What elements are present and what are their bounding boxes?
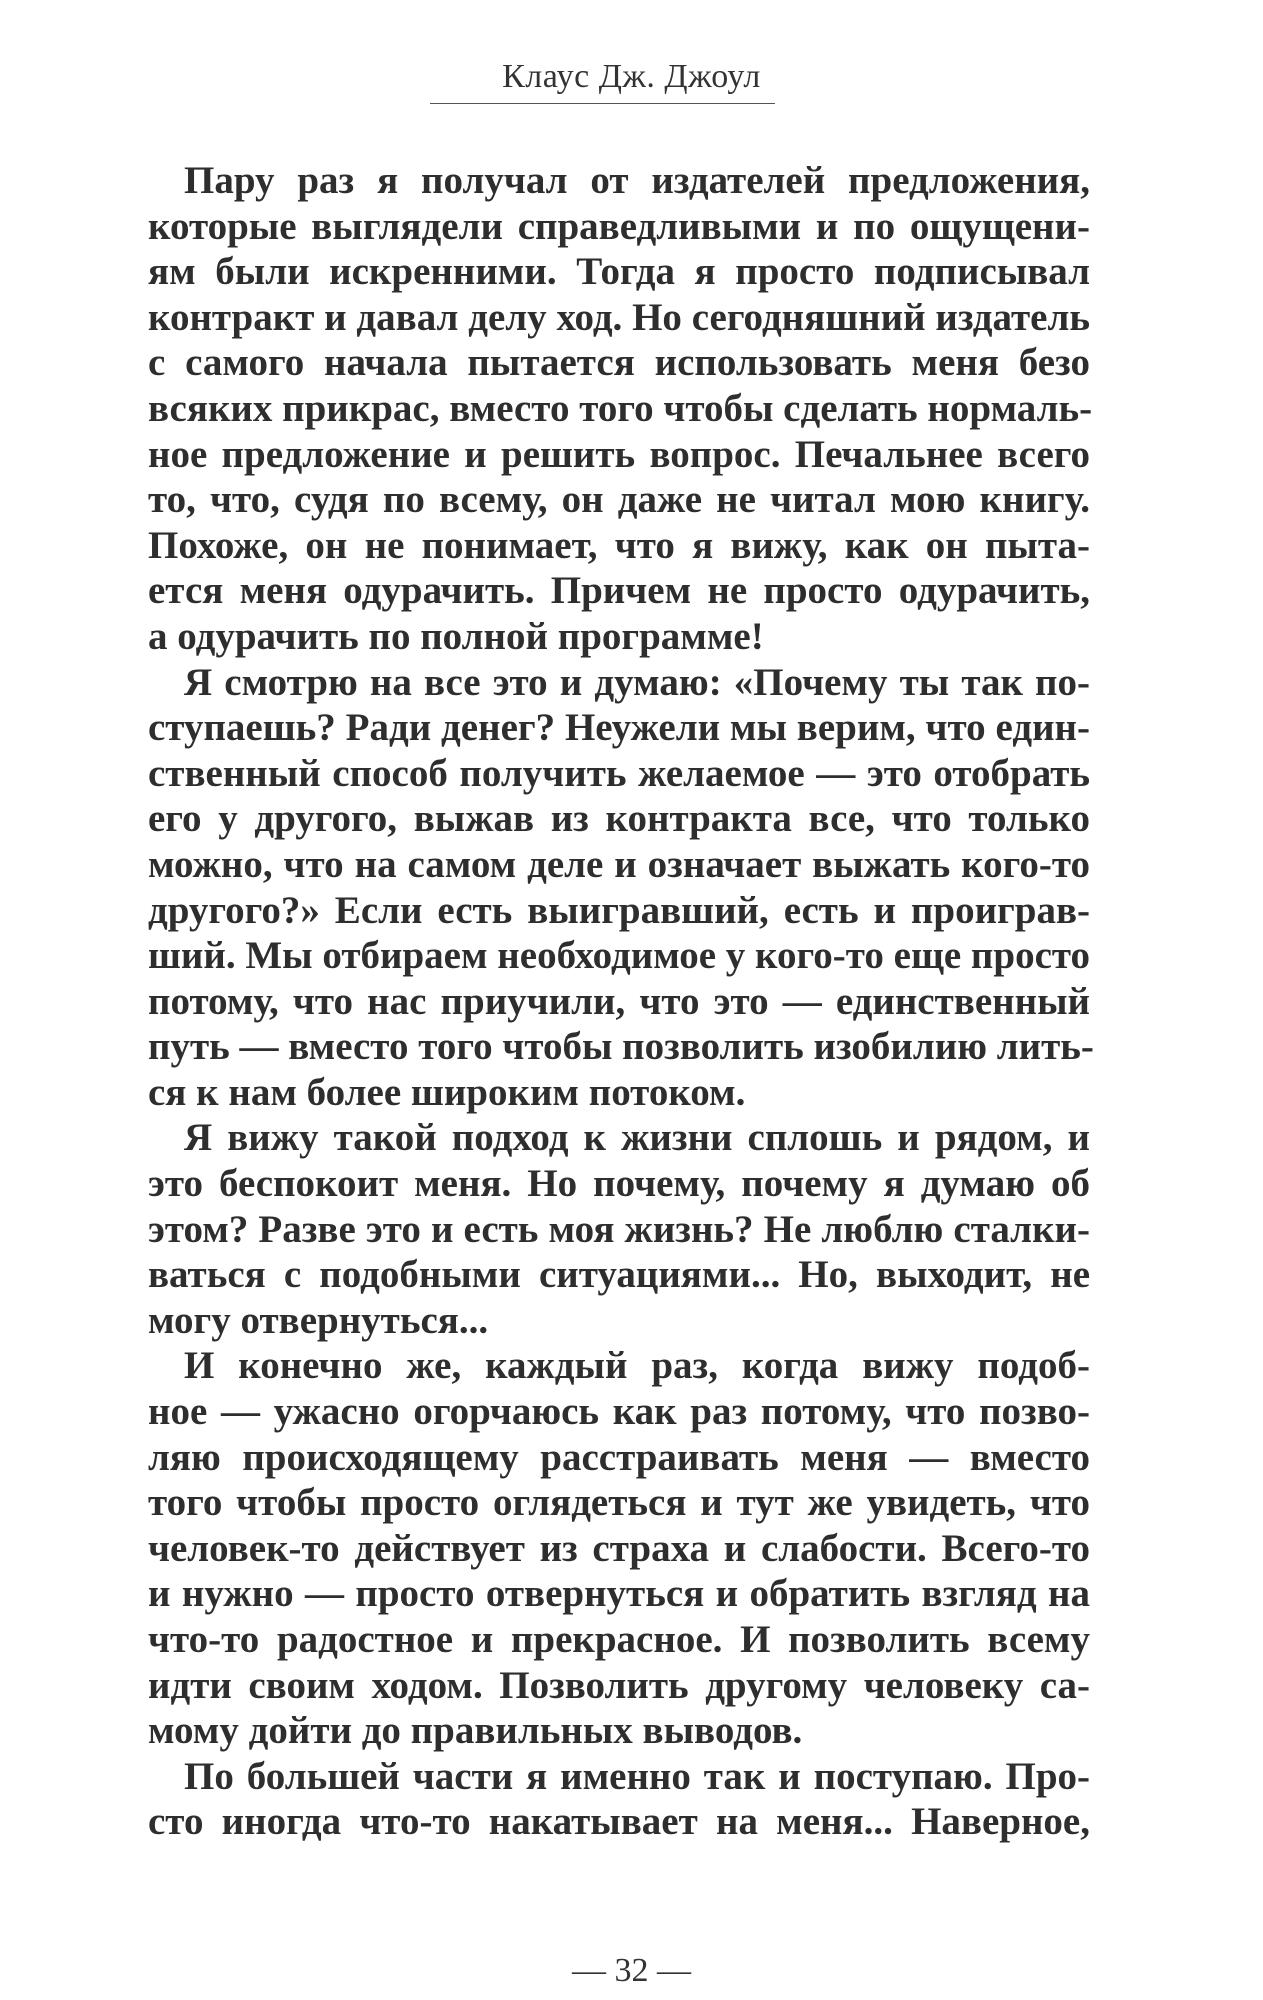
- text-line: другого?» Если есть выигравший, есть и проиграв-: [148, 888, 1090, 932]
- text-line: Я смотрю на все это и думаю: «Почему ты так по-: [184, 660, 1090, 704]
- text-line: Похоже, он не понимает, что я вижу, как он пыта-: [148, 523, 1090, 567]
- paragraph-5: [148, 1754, 1090, 1845]
- text-line: контракт и давал делу ход. Но сегодняшний издатель: [148, 295, 1090, 339]
- text-line: можно, что на самом деле и означает выжать кого-то: [148, 842, 1090, 886]
- text-line: этом? Разве это и есть моя жизнь? Не люблю сталки-: [148, 1207, 1090, 1251]
- running-head: Клаус Дж. Джоул: [502, 58, 761, 95]
- text-line: ное предложение и решить вопрос. Печальнее всего: [148, 432, 1090, 476]
- text-line: ственный способ получить желаемое — это отобрать: [148, 751, 1090, 795]
- text-line: потому, что нас приучили, что это — единственный: [148, 979, 1090, 1023]
- text-line: ший. Мы отбираем необходимое у кого-то еще просто: [148, 934, 1091, 978]
- text-line: путь — вместо того чтобы позволить изобилию лить-: [148, 1025, 1094, 1069]
- text-line: идти своим ходом. Позволить другому человеку са-: [148, 1663, 1090, 1707]
- text-line: всяких прикрас, вместо того чтобы сделать нормаль-: [148, 386, 1093, 430]
- text-line: это беспокоит меня. Но почему, почему я думаю об: [148, 1162, 1090, 1206]
- paragraph-3: [148, 1115, 1090, 1343]
- text-line: могу отвернуться...: [148, 1298, 489, 1342]
- text-line: и нужно — просто отвернуться и обратить взгляд на: [148, 1572, 1090, 1616]
- text-line: ся к нам более широким потоком.: [148, 1070, 746, 1114]
- paragraph-2: [148, 660, 1094, 1116]
- page-number: — 32 —: [572, 1952, 691, 1989]
- text-line: ное — ужасно огорчаюсь как раз потому, что позво-: [148, 1390, 1090, 1434]
- text-line: того чтобы просто оглядеться и тут же увидеть, что: [148, 1481, 1090, 1525]
- text-line: с самого начала пытается использовать меня безо: [148, 341, 1090, 385]
- text-line: ступаешь? Ради денег? Неужели мы верим, что един-: [148, 706, 1090, 750]
- text-line: то, что, судя по всему, он даже не читал мою книгу.: [148, 478, 1090, 522]
- text-line: его у другого, выжав из контракта все, что только: [148, 797, 1090, 841]
- text-line: Я вижу такой подход к жизни сплошь и рядом, и: [184, 1116, 1090, 1160]
- text-line: а одурачить по полной программе!: [148, 614, 764, 658]
- text-line: мому дойти до правильных выводов.: [148, 1709, 803, 1753]
- text-line: По большей части я именно так и поступаю. Про-: [184, 1754, 1090, 1798]
- text-line: сто иногда что-то накатывает на меня... Наверное,: [148, 1800, 1090, 1844]
- text-line: ваться с подобными ситуациями... Но, выходит, не: [148, 1253, 1090, 1297]
- text-line: человек-то действует из страха и слабости. Всего-то: [148, 1526, 1090, 1570]
- text-line: Пару раз я получал от издателей предложения,: [184, 159, 1090, 202]
- text-line: что-то радостное и прекрасное. И позволить всему: [148, 1618, 1090, 1661]
- paragraph-4: [148, 1343, 1090, 1753]
- text-line: И конечно же, каждый раз, когда вижу подоб-: [184, 1344, 1090, 1388]
- running-head-rule: [430, 103, 775, 104]
- paragraph-1: [148, 158, 1093, 660]
- text-line: ется меня одурачить. Причем не просто одурачить,: [148, 569, 1090, 613]
- text-line: которые выглядели справедливыми и по ощущени-: [148, 204, 1090, 248]
- text-line: ляю происходящему расстраивать меня — вместо: [148, 1435, 1090, 1479]
- body-text: [148, 158, 1094, 1845]
- text-line: ям были искренними. Тогда я просто подписывал: [148, 250, 1090, 294]
